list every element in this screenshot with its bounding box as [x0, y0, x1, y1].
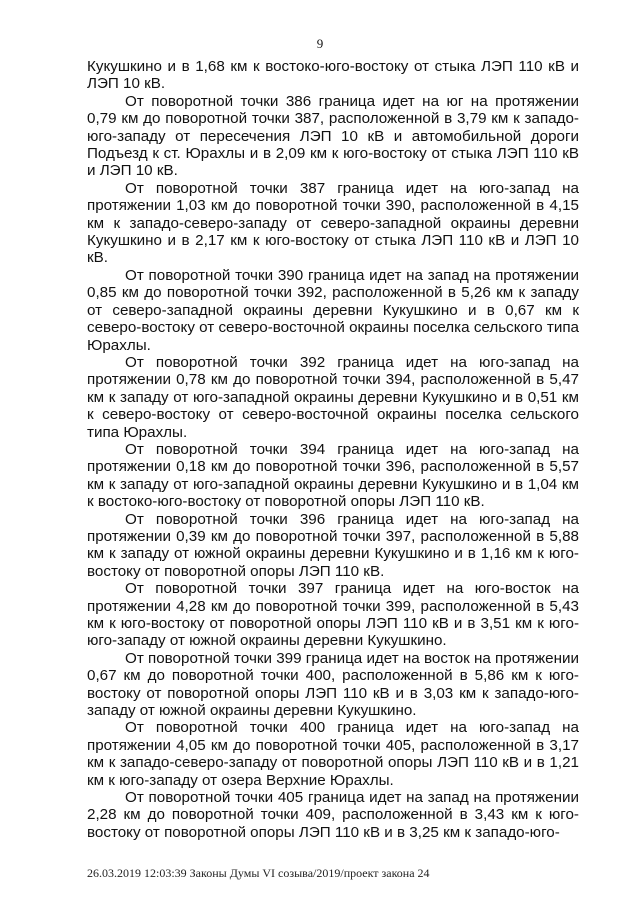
- paragraph: От поворотной точки 392 граница идет на юго-запад на протяжении 0,78 км до поворотной точки 394, расположенной в 5,47 км к западу от юго-западной окраины деревни Кукушкино и в 0,51 км к северо-востоку от северо-восточной окраины поселка сельского типа Юрахлы.: [87, 353, 579, 441]
- page-number: 9: [316, 36, 324, 51]
- paragraph: От поворотной точки 394 граница идет на юго-запад на протяжении 0,18 км до поворотной точки 396, расположенной в 5,57 км к западу от юго-западной окраины деревни Кукушкино и в 1,04 км к востоко-юго-востоку от поворотной опоры ЛЭП 110 кВ.: [87, 440, 579, 511]
- footer-stamp: 26.03.2019 12:03:39 Законы Думы VI созыва/2019/проект закона 24: [87, 866, 430, 880]
- paragraph: От поворотной точки 405 граница идет на запад на протяжении 2,28 км до поворотной точки 409, расположенной в 3,43 км к юго-востоку от поворотной опоры ЛЭП 110 кВ и в 3,25 км к западо-юго-: [87, 789, 579, 841]
- paragraph: От поворотной точки 386 граница идет на юг на протяжении 0,79 км до поворотной точки 387, расположенной в 3,79 км к западо-юго-западу от пересечения ЛЭП 10 кВ и автомобильной дороги Подъезд к ст. Юрахлы и в 2,09 км к юго-востоку от стыка ЛЭП 110 кВ и ЛЭП 10 кВ.: [87, 92, 579, 180]
- document-body: [87, 58, 579, 841]
- paragraph: От поворотной точки 400 граница идет на юго-запад на протяжении 4,05 км до поворотной точки 405, расположенной в 3,17 км к западо-северо-западу от поворотной опоры ЛЭП 110 кВ и в 1,21 км к юго-западу от озера Верхние Юрахлы.: [87, 719, 579, 789]
- paragraph: От поворотной точки 399 граница идет на восток на протяжении 0,67 км до поворотной точки 400, расположенной в 5,86 км к юго-востоку от поворотной опоры ЛЭП 110 кВ и в 3,03 км к западо-юго-западу от южной окраины деревни Кукушкино.: [87, 649, 579, 720]
- paragraph: От поворотной точки 390 граница идет на запад на протяжении 0,85 км до поворотной точки 392, расположенной в 5,26 км к западу от северо-западной окраины деревни Кукушкино и в 0,67 км к северо-востоку от северо-восточной окраины поселка сельского типа Юрахлы.: [87, 266, 579, 354]
- paragraph: Кукушкино и в 1,68 км к востоко-юго-востоку от стыка ЛЭП 110 кВ и ЛЭП 10 кВ.: [87, 58, 579, 93]
- paragraph: От поворотной точки 387 граница идет на юго-запад на протяжении 1,03 км до поворотной точки 390, расположенной в 4,15 км к западо-северо-западу от северо-западной окраины деревни Кукушкино и в 2,17 км к юго-востоку от стыка ЛЭП 110 кВ и ЛЭП 10 кВ.: [87, 179, 579, 267]
- paragraph: От поворотной точки 396 граница идет на юго-запад на протяжении 0,39 км до поворотной точки 397, расположенной в 5,88 км к западу от южной окраины деревни Кукушкино и в 1,16 км к юго-востоку от поворотной опоры ЛЭП 110 кВ.: [87, 510, 579, 580]
- paragraph: От поворотной точки 397 граница идет на юго-восток на протяжении 4,28 км до поворотной точки 399, расположенной в 5,43 км к юго-востоку от поворотной опоры ЛЭП 110 кВ и в 3,51 км к юго-юго-западу от южной окраины деревни Кукушкино.: [87, 580, 579, 650]
